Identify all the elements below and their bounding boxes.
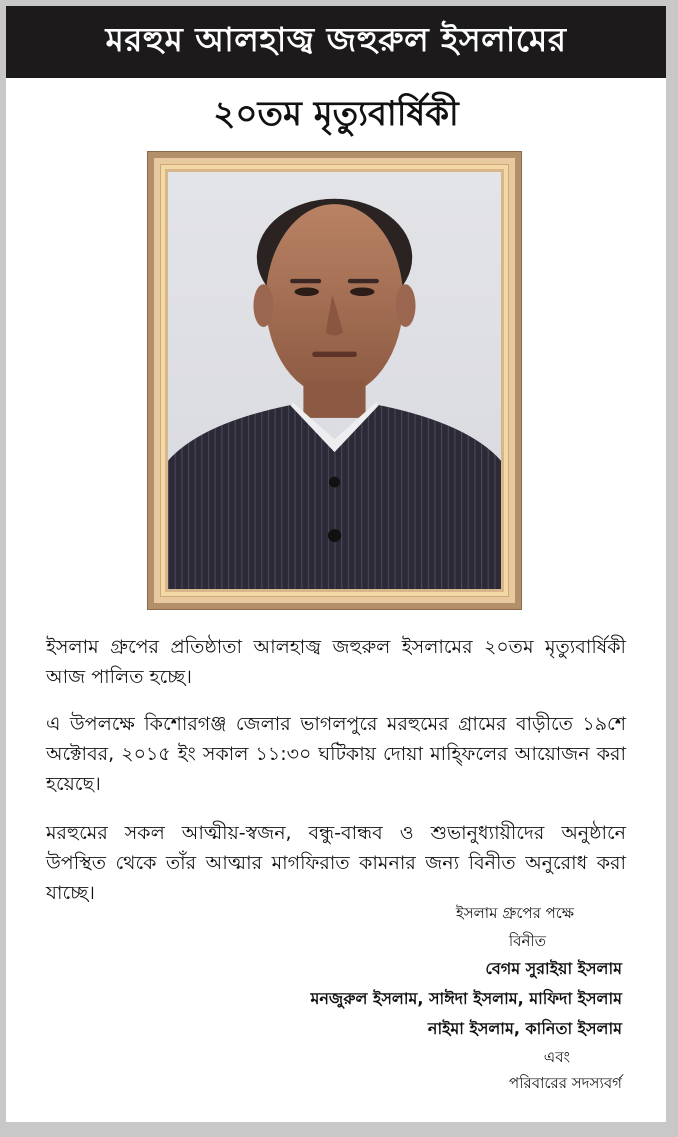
- signature-names-3: নাইমা ইসলাম, কানিতা ইসলাম: [427, 1019, 622, 1038]
- obituary-notice: [6, 6, 666, 1122]
- header-bar: [6, 6, 666, 78]
- signature-humbly: বিনীত: [508, 932, 546, 950]
- portrait-photo: [168, 172, 501, 589]
- signature-family: পরিবারের সদস্যবর্গ: [509, 1074, 622, 1092]
- paragraph-event: এ উপলক্ষে কিশোরগঞ্জ জেলার ভাগলপুরে মরহুমের গ্রামের বাড়ীতে ১৯শে অক্টোবর, ২০১৫ ইং সকাল ১১:৩০ ঘটিকায় দোয়া মাহ্ফিলের আয়োজন করা হয়েছে।: [46, 713, 626, 795]
- signature-on-behalf: ইসলাম গ্রুপের পক্ষে: [455, 904, 574, 922]
- portrait-image: [168, 172, 501, 589]
- signature-and: এবং: [543, 1048, 570, 1066]
- anniversary-title: ২০তম মৃত্যুবার্ষিকী: [213, 94, 459, 134]
- portrait-frame: [148, 152, 521, 609]
- signature-name-1: বেগম সুরাইয়া ইসলাম: [485, 959, 622, 978]
- paragraph-request: মরহুমের সকল আত্মীয়-স্বজন, বন্ধু-বান্ধব ও শুভানুধ্যায়ীদের অনুষ্ঠানে উপস্থিত থেকে তাঁর আত্মার মাগফিরাত কামনার জন্য বিনীত অনুরোধ করা যাচ্ছে।: [46, 822, 626, 904]
- signature-names-2: মনজুরুল ইসলাম, সাঈদা ইসলাম, মাফিদা ইসলাম: [310, 989, 622, 1008]
- header-title: মরহুম আলহাজ্ব জহুরুল ইসলামের: [105, 20, 567, 59]
- paragraph-intro: ইসলাম গ্রুপের প্রতিষ্ঠাতা আলহাজ্ব জহুরুল ইসলামের ২০তম মৃত্যুবার্ষিকী আজ পালিত হচ্ছে।: [46, 636, 626, 688]
